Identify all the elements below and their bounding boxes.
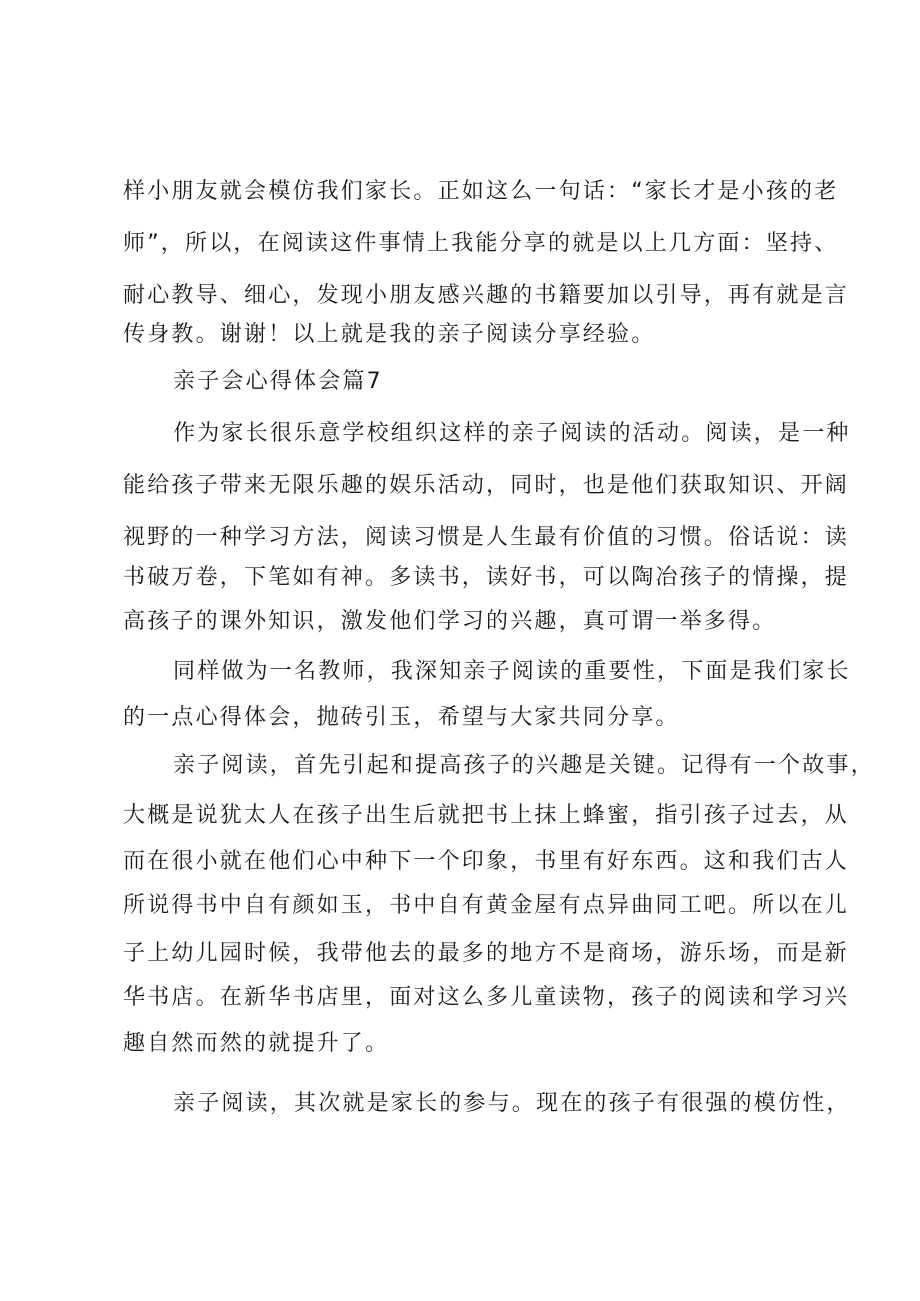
paragraph-first-line: 同样做为一名教师，我深知亲子阅读的重要性，下面是我们家长 xyxy=(173,659,851,684)
text-line: 而在很小就在他们心中种下一个印象，书里有好东西。这和我们古人 xyxy=(123,849,850,874)
text-line: 师”，所以，在阅读这件事情上我能分享的就是以上几方面：坚持、 xyxy=(123,231,839,256)
text-line: 书破万卷，下笔如有神。多读书，读好书，可以陶冶孩子的情操，提 xyxy=(123,565,850,590)
text-line: 大概是说犹太人在孩子出生后就把书上抹上蜂蜜，指引孩子过去，从 xyxy=(123,803,850,828)
text-line: 子上幼儿园时候，我带他去的最多的地方不是商场，游乐场，而是新 xyxy=(123,941,850,966)
text-line: 传身教。谢谢！以上就是我的亲子阅读分享经验。 xyxy=(123,322,656,347)
paragraph-first-line: 亲子阅读，其次就是家长的参与。现在的孩子有很强的模仿性， xyxy=(173,1091,851,1116)
text-line: 的一点心得体会，抛砖引玉，希望与大家共同分享。 xyxy=(123,705,680,730)
paragraph-first-line: 作为家长很乐意学校组织这样的亲子阅读的活动。阅读，是一种 xyxy=(173,421,851,446)
text-line: 华书店。在新华书店里，面对这么多儿童读物，孩子的阅读和学习兴 xyxy=(123,985,850,1010)
text-line: 视野的一种学习方法，阅读习惯是人生最有价值的习惯。俗话说：读 xyxy=(123,525,850,550)
text-line: 能给孩子带来无限乐趣的娱乐活动，同时，也是他们获取知识、开阔 xyxy=(123,473,850,498)
paragraph-first-line: 亲子阅读，首先引起和提高孩子的兴趣是关键。记得有一个故事， xyxy=(173,753,875,778)
text-line: 耐心教导、细心，发现小朋友感兴趣的书籍要加以引导，再有就是言 xyxy=(123,283,850,308)
section-heading: 亲子会心得体会篇7 xyxy=(173,369,383,394)
text-line: 样小朋友就会模仿我们家长。正如这么一句话：“家长才是小孩的老 xyxy=(123,179,839,204)
text-line: 趣自然而然的就提升了。 xyxy=(123,1031,390,1056)
text-line: 所说得书中自有颜如玉，书中自有黄金屋有点异曲同工吧。所以在儿 xyxy=(123,893,850,918)
text-line: 高孩子的课外知识，激发他们学习的兴趣，真可谓一举多得。 xyxy=(123,609,777,634)
